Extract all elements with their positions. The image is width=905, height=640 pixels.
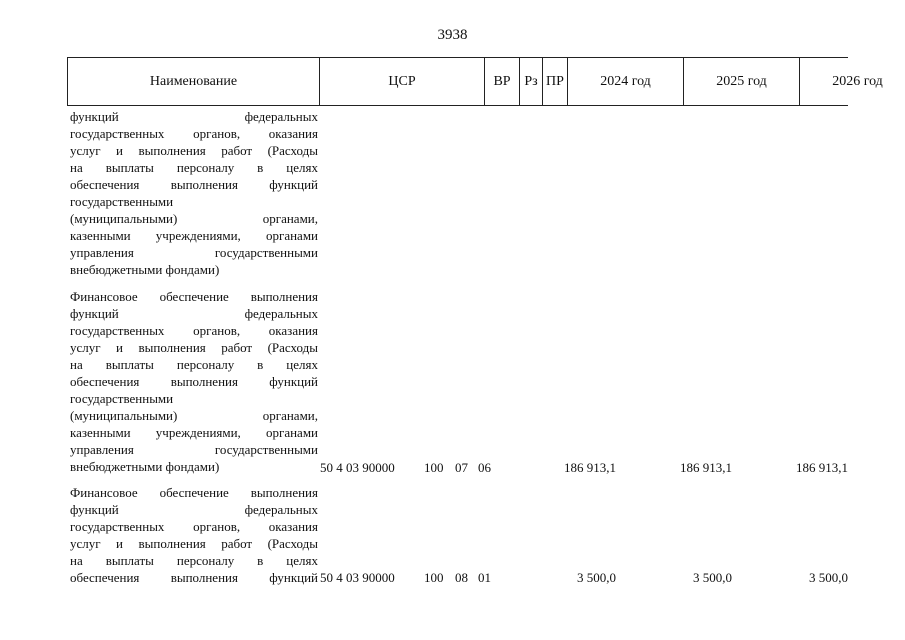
row-text-line: (муниципальными) органами, [70,211,318,226]
row-text-line: на выплаты персоналу в целях [70,357,318,372]
table-header [67,57,883,106]
row-2026: 3 500,0 [809,570,848,585]
row-text-line: управления государственными [70,245,318,260]
row-csr: 50 4 03 90000 [320,460,395,475]
row-text-line: государственных органов, оказания [70,323,318,338]
row-pr: 06 [478,460,491,475]
row-text-line: функций федеральных [70,502,318,517]
row-csr: 50 4 03 90000 [320,570,395,585]
header-2024: 2024 год [568,58,684,105]
table-row [70,108,318,278]
row-text-line: услуг и выполнения работ (Расходы [70,340,318,355]
row-text-line: обеспечения выполнения функций [70,177,318,192]
row-text-line: внебюджетными фондами) [70,262,220,277]
row-text-line: казенными учреждениями, органами [70,228,318,243]
row-text-line: казенными учреждениями, органами [70,425,318,440]
row-vr: 100 [424,460,444,475]
row-text-line: Финансовое обеспечение выполнения [70,289,318,304]
row-text-line: Финансовое обеспечение выполнения [70,485,318,500]
header-vr: ВР [485,58,520,105]
header-2025: 2025 год [684,58,800,105]
row-2024: 3 500,0 [577,570,616,585]
row-text-line: управления государственными [70,442,318,457]
row-text-line: (муниципальными) органами, [70,408,318,423]
row-text-line: функций федеральных [70,306,318,321]
row-pr: 01 [478,570,491,585]
row-text-line: на выплаты персоналу в целях [70,553,318,568]
row-rz: 07 [455,460,468,475]
row-2025: 3 500,0 [693,570,732,585]
header-rz: Рз [520,58,543,105]
header-2026: 2026 год [800,58,905,105]
header-csr: ЦСР [320,58,485,105]
page-number: 3938 [437,27,468,43]
row-2024: 186 913,1 [564,460,616,475]
row-text-line: обеспечения выполнения функций [70,570,318,585]
row-text-line: услуг и выполнения работ (Расходы [70,536,318,551]
table-row [70,288,318,475]
row-vr: 100 [424,570,444,585]
row-text-line: государственных органов, оказания [70,519,318,534]
row-text-line: функций федеральных [70,109,318,124]
row-2025: 186 913,1 [680,460,732,475]
header-name: Наименование [68,58,320,105]
row-text-line: обеспечения выполнения функций [70,374,318,389]
row-text-line: на выплаты персоналу в целях [70,160,318,175]
row-text-line: государственными [70,194,174,209]
row-text-line: услуг и выполнения работ (Расходы [70,143,318,158]
row-text-line: государственных органов, оказания [70,126,318,141]
table-row [70,484,318,586]
header-pr: ПР [543,58,568,105]
row-text-line: внебюджетными фондами) [70,459,220,474]
row-2026: 186 913,1 [796,460,848,475]
row-rz: 08 [455,570,468,585]
row-text-line: государственными [70,391,174,406]
